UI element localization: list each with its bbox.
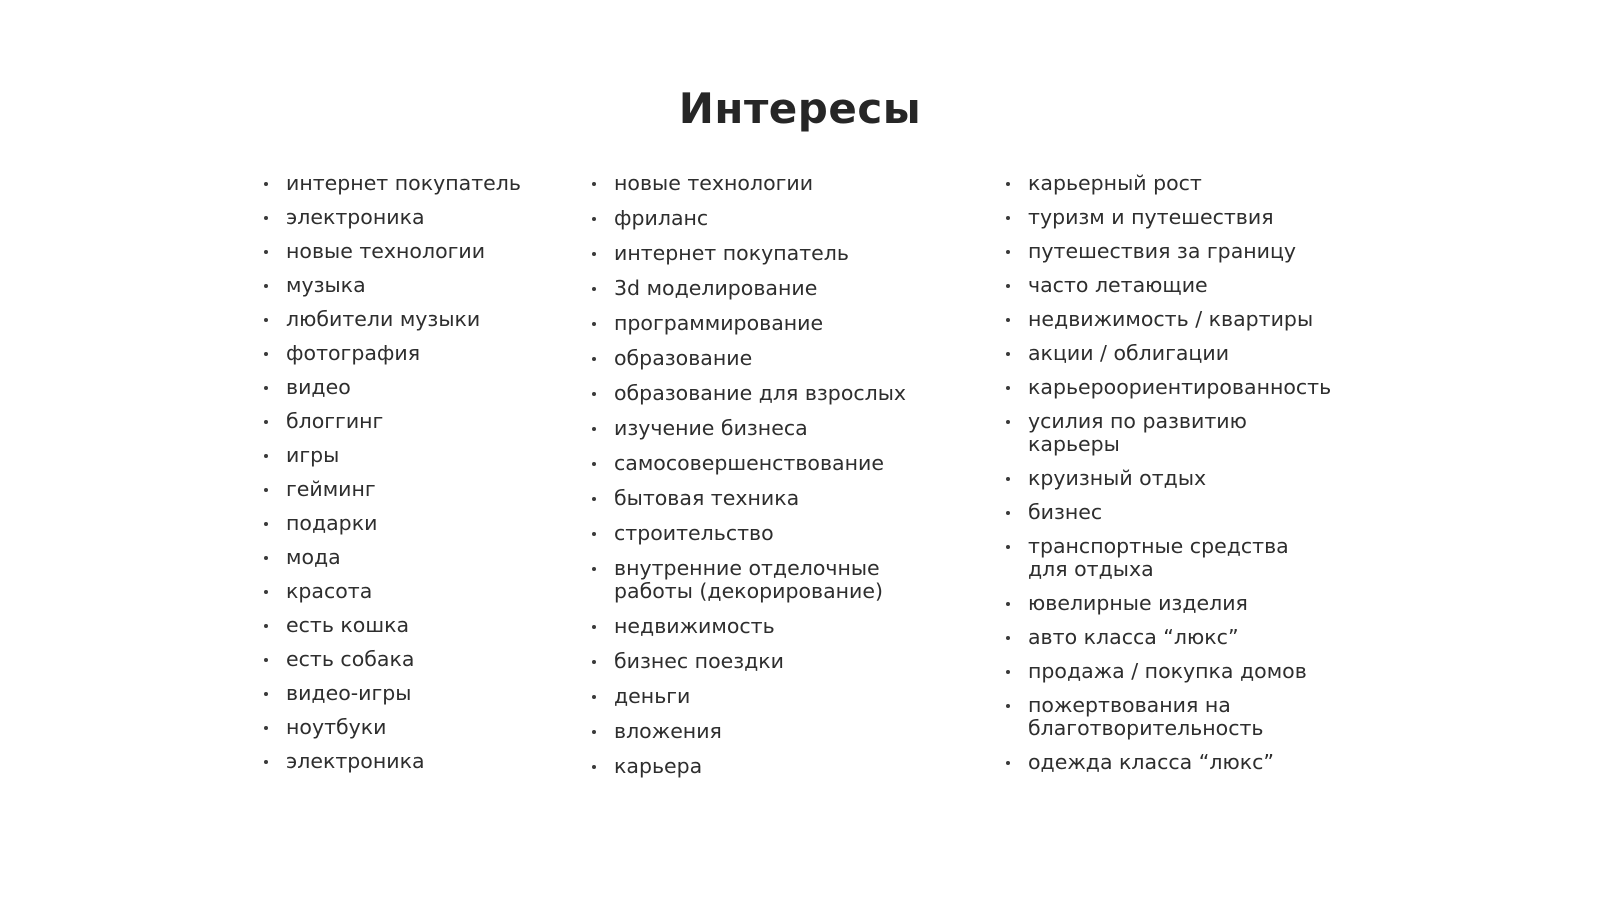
bullet-icon [592, 497, 596, 501]
interest-item [592, 615, 914, 638]
bullet-icon [264, 284, 268, 288]
interest-item [592, 312, 914, 335]
interest-label: электроника [286, 205, 425, 229]
bullet-icon [592, 730, 596, 734]
interest-label: карьероориентированность [1028, 375, 1332, 399]
interest-item [264, 376, 554, 399]
interest-label: фриланс [614, 206, 709, 230]
bullet-icon [264, 318, 268, 322]
bullet-icon [592, 182, 596, 186]
interest-item [1006, 206, 1318, 229]
interest-label: 3d моделирование [614, 276, 818, 300]
interest-label: бизнес [1028, 500, 1103, 524]
interest-item [592, 277, 914, 300]
interest-label: самосовершенствование [614, 451, 884, 475]
bullet-icon [264, 420, 268, 424]
interest-item [592, 242, 914, 265]
bullet-icon [1006, 704, 1010, 708]
interest-label: акции / облигации [1028, 341, 1230, 365]
interest-label: гейминг [286, 477, 376, 501]
interest-label: недвижимость / квартиры [1028, 307, 1314, 331]
interest-item [264, 580, 554, 603]
interest-label: видео-игры [286, 681, 412, 705]
bullet-icon [264, 488, 268, 492]
interest-item [592, 487, 914, 510]
bullet-icon [592, 567, 596, 571]
interest-label: новые технологии [286, 239, 486, 263]
interest-item [592, 755, 914, 778]
interest-item [264, 308, 554, 331]
bullet-icon [1006, 250, 1010, 254]
interest-label: транспортные средства для отдыха [1028, 534, 1289, 581]
bullet-icon [1006, 216, 1010, 220]
bullet-icon [1006, 761, 1010, 765]
bullet-icon [1006, 352, 1010, 356]
interest-item [592, 347, 914, 370]
interest-label: карьерный рост [1028, 171, 1202, 195]
interest-item [592, 452, 914, 475]
bullet-icon [264, 386, 268, 390]
interest-item [1006, 342, 1318, 365]
bullet-icon [592, 217, 596, 221]
interest-item [592, 382, 914, 405]
interests-column-2 [592, 172, 972, 790]
interest-label: ноутбуки [286, 715, 387, 739]
interest-label: продажа / покупка домов [1028, 659, 1307, 683]
bullet-icon [264, 216, 268, 220]
bullet-icon [264, 556, 268, 560]
interest-label: видео [286, 375, 351, 399]
interest-item [592, 417, 914, 440]
interests-column-3 [1006, 172, 1366, 785]
interest-item [264, 410, 554, 433]
bullet-icon [592, 765, 596, 769]
interest-item [592, 720, 914, 743]
interest-label: строительство [614, 521, 774, 545]
bullet-icon [592, 462, 596, 466]
interest-label: туризм и путешествия [1028, 205, 1274, 229]
interest-label: есть собака [286, 647, 415, 671]
bullet-icon [264, 522, 268, 526]
bullet-icon [592, 357, 596, 361]
bullet-icon [264, 454, 268, 458]
interest-label: игры [286, 443, 340, 467]
interest-item [264, 716, 554, 739]
interest-item [264, 274, 554, 297]
interest-label: красота [286, 579, 373, 603]
interest-item [1006, 592, 1318, 615]
interest-label: круизный отдых [1028, 466, 1207, 490]
bullet-icon [1006, 511, 1010, 515]
interest-item [1006, 467, 1318, 490]
interest-item [1006, 308, 1318, 331]
interest-label: усилия по развитию карьеры [1028, 409, 1247, 456]
interest-label: интернет покупатель [614, 241, 849, 265]
interest-item [592, 172, 914, 195]
interest-item [264, 444, 554, 467]
interest-label: мода [286, 545, 341, 569]
interest-label: программирование [614, 311, 824, 335]
interest-label: образование [614, 346, 753, 370]
interest-label: изучение бизнеса [614, 416, 808, 440]
bullet-icon [592, 660, 596, 664]
bullet-icon [264, 352, 268, 356]
bullet-icon [592, 322, 596, 326]
interest-label: интернет покупатель [286, 171, 521, 195]
interest-item [1006, 751, 1318, 774]
bullet-icon [592, 532, 596, 536]
interest-label: блоггинг [286, 409, 384, 433]
interest-item [264, 614, 554, 637]
bullet-icon [1006, 284, 1010, 288]
bullet-icon [1006, 602, 1010, 606]
slide-title: Интересы [678, 84, 922, 133]
bullet-icon [1006, 386, 1010, 390]
interest-item [264, 172, 554, 195]
interest-item [264, 478, 554, 501]
interests-column-1 [264, 172, 554, 784]
interest-item [1006, 274, 1318, 297]
interest-label: фотография [286, 341, 421, 365]
bullet-icon [592, 625, 596, 629]
bullet-icon [264, 760, 268, 764]
interest-item [264, 546, 554, 569]
bullet-icon [592, 695, 596, 699]
interest-label: любители музыки [286, 307, 481, 331]
interest-label: ювелирные изделия [1028, 591, 1248, 615]
bullet-icon [592, 287, 596, 291]
interest-item [264, 342, 554, 365]
interest-item [1006, 660, 1318, 683]
interest-label: деньги [614, 684, 691, 708]
interest-item [1006, 501, 1318, 524]
interest-item [1006, 172, 1318, 195]
bullet-icon [264, 182, 268, 186]
bullet-icon [592, 252, 596, 256]
bullet-icon [264, 726, 268, 730]
bullet-icon [264, 658, 268, 662]
bullet-icon [1006, 318, 1010, 322]
interest-item [264, 648, 554, 671]
bullet-icon [1006, 182, 1010, 186]
interest-item [592, 207, 914, 230]
interest-item [1006, 410, 1318, 456]
interest-label: авто класса “люкс” [1028, 625, 1239, 649]
interest-item [264, 750, 554, 773]
bullet-icon [264, 250, 268, 254]
interest-item [264, 206, 554, 229]
bullet-icon [264, 590, 268, 594]
bullet-icon [1006, 420, 1010, 424]
interest-item [264, 682, 554, 705]
bullet-icon [592, 392, 596, 396]
interest-item [1006, 375, 1332, 399]
interest-item [1006, 535, 1318, 581]
interest-label: новые технологии [614, 171, 814, 195]
interest-item [592, 685, 914, 708]
bullet-icon [1006, 636, 1010, 640]
interest-label: путешествия за границу [1028, 239, 1297, 263]
interest-item [592, 650, 914, 673]
interest-item [592, 557, 914, 603]
interest-label: недвижимость [614, 614, 775, 638]
interest-item [592, 522, 914, 545]
interest-item [1006, 240, 1318, 263]
interest-item [264, 512, 554, 535]
interest-label: образование для взрослых [614, 381, 907, 405]
interest-label: музыка [286, 273, 366, 297]
bullet-icon [1006, 545, 1010, 549]
interest-label: карьера [614, 754, 703, 778]
interest-label: вложения [614, 719, 722, 743]
interest-item [1006, 626, 1318, 649]
interest-label: бытовая техника [614, 486, 800, 510]
interest-label: бизнес поездки [614, 649, 785, 673]
interest-label: часто летающие [1028, 273, 1208, 297]
interest-label: есть кошка [286, 613, 410, 637]
interest-label: подарки [286, 511, 378, 535]
bullet-icon [1006, 670, 1010, 674]
interest-item [1006, 694, 1318, 740]
bullet-icon [264, 624, 268, 628]
interest-label: одежда класса “люкс” [1028, 750, 1274, 774]
bullet-icon [1006, 477, 1010, 481]
interest-label: внутренние отделочные работы (декорирование) [614, 556, 883, 603]
bullet-icon [264, 692, 268, 696]
interest-label: пожертвования на благотворительность [1028, 693, 1264, 740]
interest-label: электроника [286, 749, 425, 773]
bullet-icon [592, 427, 596, 431]
interest-item [264, 240, 554, 263]
